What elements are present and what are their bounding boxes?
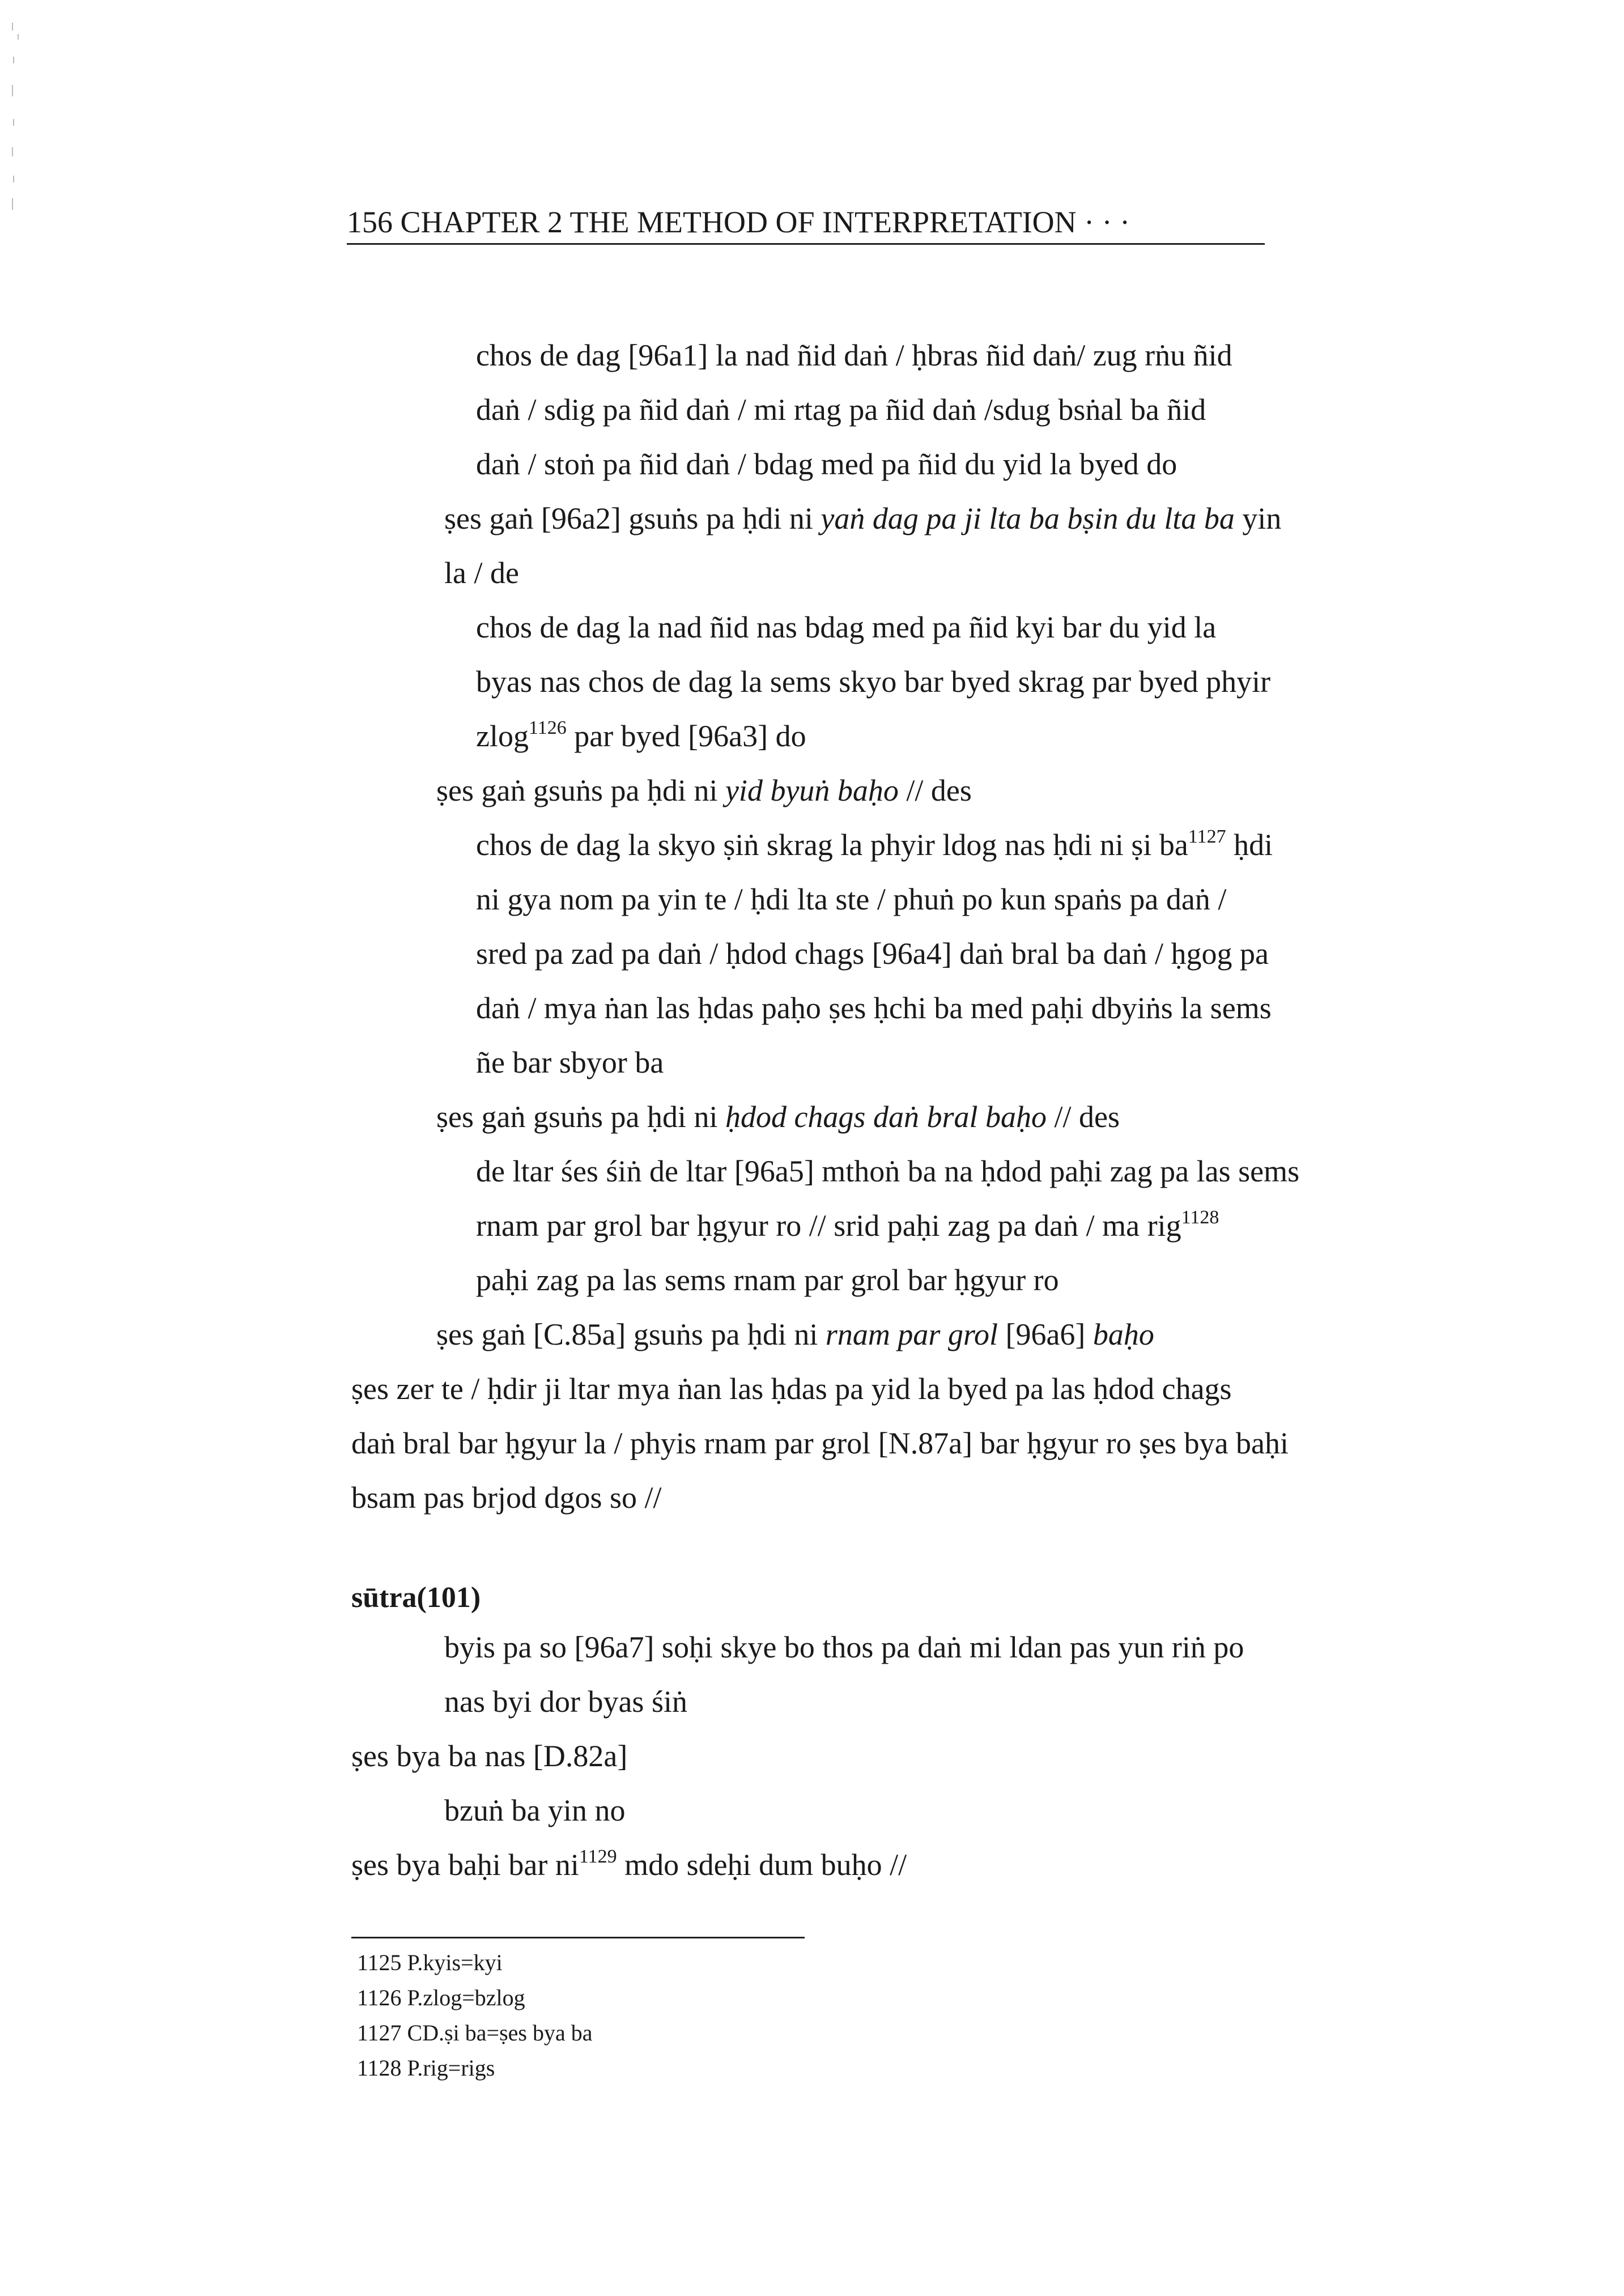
text-segment: ṣes gaṅ gsuṅs pa ḥdi ni — [436, 1100, 725, 1134]
text-line — [476, 1047, 664, 1078]
scan-edge-marks — [10, 23, 27, 215]
text-line — [351, 1428, 1289, 1459]
text-segment: ñe bar sbyor ba — [476, 1045, 664, 1079]
text-segment: zlog — [476, 719, 529, 753]
text-segment: ṣes bya ba nas [D.82a] — [351, 1739, 628, 1773]
text-segment: paḥi zag pa las sems rnam par grol bar ḥgyur ro — [476, 1263, 1059, 1297]
footnote-marker: 1126 — [528, 717, 567, 738]
italic-term: baḥo — [1092, 1317, 1154, 1351]
text-line — [476, 993, 1272, 1023]
text-line — [476, 826, 1273, 862]
text-segment: chos de dag la nad ñid nas bdag med pa ñid kyi bar du yid la — [476, 610, 1217, 644]
text-segment: [96a6] — [997, 1317, 1093, 1351]
text-segment: ṣes zer te / ḥdir ji ltar mya ṅan las ḥdas pa yid la byed pa las ḥdod chags — [351, 1372, 1232, 1406]
text-segment: chos de dag [96a1] la nad ñid daṅ / ḥbras ñid daṅ/ zug rṅu ñid — [476, 338, 1232, 372]
italic-term: rnam par grol — [825, 1317, 998, 1351]
running-header: 156 CHAPTER 2 THE METHOD OF INTERPRETATION · · · — [347, 204, 1265, 245]
text-line — [476, 666, 1270, 697]
text-segment: mdo sdeḥi dum buḥo // — [617, 1848, 907, 1882]
text-segment: ṣes gaṅ gsuṅs pa ḥdi ni — [436, 773, 725, 807]
footnote-marker: 1127 — [1188, 826, 1226, 847]
text-line — [436, 1102, 1120, 1132]
text-line — [351, 1482, 662, 1513]
text-segment: // des — [1046, 1100, 1120, 1134]
footnote: 1125 P.kyis=kyi — [357, 1950, 503, 1975]
text-segment: sred pa zad pa daṅ / ḥdod chags [96a4] daṅ bral ba daṅ / ḥgog pa — [476, 937, 1269, 971]
text-line — [444, 1632, 1244, 1663]
text-line — [444, 1795, 625, 1826]
text-segment: daṅ bral bar ḥgyur la / phyis rnam par grol [N.87a] bar ḥgyur ro ṣes bya baḥi — [351, 1426, 1289, 1460]
text-segment: // des — [898, 773, 972, 807]
text-segment: ṣes gaṅ [96a2] gsuṅs pa ḥdi ni — [444, 501, 821, 535]
footnote: 1127 CD.ṣi ba=ṣes bya ba — [357, 2020, 593, 2046]
text-line — [476, 938, 1269, 969]
text-line — [476, 340, 1232, 371]
footnote-rule — [351, 1937, 805, 1938]
text-segment: ni gya nom pa yin te / ḥdi lta ste / phuṅ po kun spaṅs pa daṅ / — [476, 882, 1227, 916]
italic-term: yid byuṅ baḥo — [725, 773, 899, 807]
text-line — [351, 1741, 627, 1771]
text-segment: yin — [1234, 501, 1282, 535]
text-line — [476, 1156, 1299, 1187]
text-line — [444, 503, 1281, 534]
footnote-marker: 1128 — [1181, 1207, 1219, 1228]
text-segment: daṅ / stoṅ pa ñid daṅ / bdag med pa ñid du yid la byed do — [476, 447, 1177, 481]
text-segment: la / de — [444, 556, 519, 590]
text-segment: de ltar śes śiṅ de ltar [96a5] mthoṅ ba na ḥdod paḥi zag pa las sems — [476, 1154, 1300, 1188]
text-line — [476, 394, 1206, 425]
text-line — [436, 775, 972, 806]
text-segment: daṅ / mya ṅan las ḥdas paḥo ṣes ḥchi ba med paḥi dbyiṅs la sems — [476, 991, 1272, 1025]
text-segment: par byed [96a3] do — [566, 719, 806, 753]
text-line — [476, 1207, 1219, 1243]
text-line — [351, 1846, 907, 1882]
italic-term: ḥdod chags daṅ bral baḥo — [725, 1100, 1047, 1134]
text-segment: ṣes bya baḥi bar ni — [351, 1848, 579, 1882]
text-line — [476, 612, 1216, 643]
text-line — [476, 1265, 1059, 1295]
text-line — [436, 1319, 1154, 1350]
footnote: 1126 P.zlog=bzlog — [357, 1985, 525, 2010]
text-segment: daṅ / sdig pa ñid daṅ / mi rtag pa ñid daṅ /sdug bsṅal ba ñid — [476, 393, 1206, 427]
text-segment: ḥdi — [1226, 828, 1273, 862]
text-segment: rnam par grol bar ḥgyur ro // srid paḥi zag pa daṅ / ma rig — [476, 1209, 1181, 1243]
text-line — [476, 449, 1177, 479]
footnote-marker: 1129 — [579, 1846, 617, 1867]
text-segment: ṣes gaṅ [C.85a] gsuṅs pa ḥdi ni — [436, 1317, 826, 1351]
text-line — [444, 1686, 687, 1717]
text-line — [444, 558, 519, 588]
text-segment: bsam pas brjod dgos so // — [351, 1481, 662, 1515]
text-segment: chos de dag la skyo ṣiṅ skrag la phyir ldog nas ḥdi ni ṣi ba — [476, 828, 1188, 862]
text-segment: bzuṅ ba yin no — [444, 1793, 626, 1827]
text-segment: byas nas chos de dag la sems skyo bar byed skrag par byed phyir — [476, 665, 1271, 699]
section-heading: sūtra(101) — [351, 1581, 481, 1614]
text-line — [351, 1374, 1232, 1404]
text-line — [476, 884, 1226, 915]
italic-term: yaṅ dag pa ji lta ba bṣin du lta ba — [820, 501, 1235, 535]
footnote: 1128 P.rig=rigs — [357, 2055, 495, 2081]
text-segment: byis pa so [96a7] soḥi skye bo thos pa daṅ mi ldan pas yun riṅ po — [444, 1630, 1244, 1664]
text-segment: nas byi dor byas śiṅ — [444, 1685, 687, 1719]
text-line — [476, 717, 806, 753]
